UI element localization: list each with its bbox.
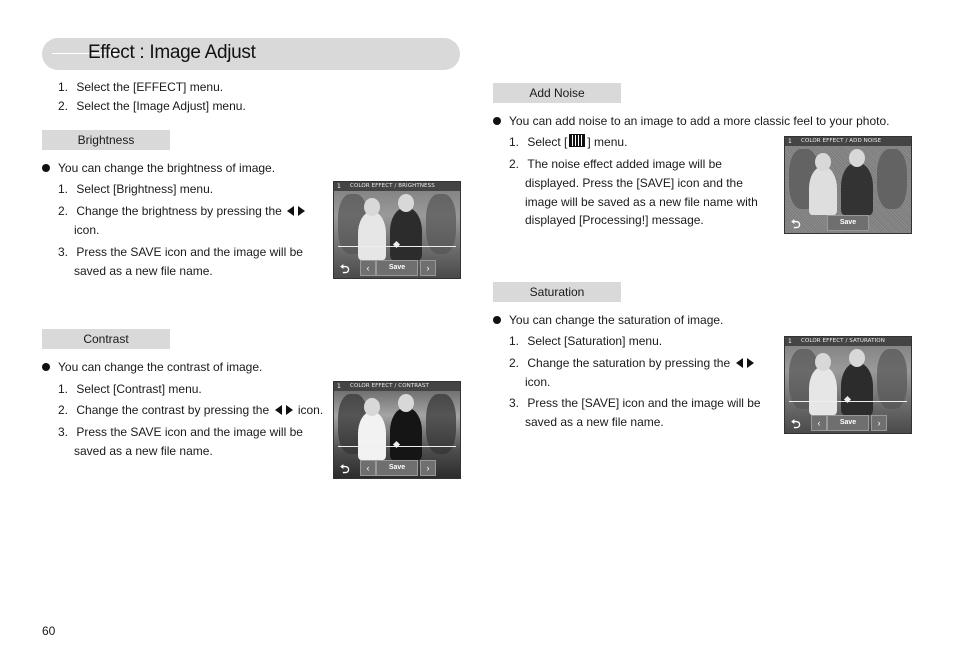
- left-nav-button[interactable]: ‹: [360, 460, 376, 476]
- add-noise-step-2-line2: displayed. Press the [SAVE] icon and the: [525, 176, 743, 190]
- page-title: Effect : Image Adjust: [88, 42, 256, 63]
- contrast-step-2: [58, 401, 323, 420]
- step-text: Press the SAVE icon and the image will be: [76, 245, 303, 259]
- photo-groom-head: [398, 194, 414, 212]
- screen-bottom-bar: [334, 458, 460, 478]
- photo-bride: [358, 212, 386, 260]
- left-triangle-icon: [736, 358, 743, 368]
- step-text: The noise effect added image will be: [527, 157, 722, 171]
- photo-groom-head: [849, 149, 865, 167]
- screen-header: [334, 182, 460, 191]
- step-text: Select [Saturation] menu.: [527, 334, 663, 348]
- contrast-step-3-line2: saved as a new file name.: [74, 444, 213, 458]
- back-arrow-icon[interactable]: ⮌: [791, 417, 801, 431]
- photo-bride-head: [364, 398, 380, 416]
- add-noise-description: You can add noise to an image to add a more classic feel to your photo.: [509, 114, 890, 128]
- add-noise-step-2-line3: image will be saved as a new file name with: [525, 195, 758, 209]
- step-text: Select [Brightness] menu.: [76, 182, 214, 196]
- screen-header: [785, 137, 911, 146]
- photo-bride: [358, 412, 386, 460]
- saturation-step-3-line2: saved as a new file name.: [525, 415, 664, 429]
- step-text: Select [Contrast] menu.: [76, 382, 202, 396]
- step-text: icon.: [297, 403, 324, 417]
- screen-bottom-bar: [785, 413, 911, 433]
- screen-bottom-bar: [334, 258, 460, 278]
- right-triangle-icon: [747, 358, 754, 368]
- step-text: Press the SAVE icon and the image will be: [76, 425, 303, 439]
- save-button[interactable]: Save: [376, 260, 418, 276]
- photo-bride-head: [815, 353, 831, 371]
- brightness-step-1: [58, 180, 213, 199]
- screen-header: [334, 382, 460, 391]
- screen-header-icon: 1: [788, 138, 792, 145]
- step-text: Change the brightness by pressing the: [76, 204, 282, 218]
- bullet-icon: [493, 316, 501, 324]
- photo-groom: [841, 363, 873, 415]
- step-number: 1.: [509, 334, 520, 348]
- screen-header-text: COLOR EFFECT / ADD NOISE: [801, 138, 882, 144]
- step-number: 1.: [58, 80, 69, 94]
- step-number: 1.: [58, 382, 69, 396]
- photo-groom-head: [398, 394, 414, 412]
- photo-tree: [426, 394, 456, 454]
- saturation-description: You can change the saturation of image.: [509, 313, 724, 327]
- screen-header-text: COLOR EFFECT / CONTRAST: [350, 383, 429, 389]
- section-heading-add-noise: Add Noise: [493, 83, 621, 103]
- save-button[interactable]: Save: [827, 415, 869, 431]
- saturation-step-1: [509, 332, 662, 351]
- left-nav-button[interactable]: ‹: [811, 415, 827, 431]
- screen-header-text: COLOR EFFECT / BRIGHTNESS: [350, 183, 435, 189]
- saturation-step-2: [509, 354, 756, 373]
- camera-screen-brightness: [333, 181, 461, 279]
- screen-header: [785, 337, 911, 346]
- photo-groom-head: [849, 349, 865, 367]
- step-number: 1.: [58, 182, 69, 196]
- photo-bride: [809, 367, 837, 415]
- step-number: 2.: [58, 99, 69, 113]
- left-nav-button[interactable]: ‹: [360, 260, 376, 276]
- screen-header-icon: 1: [337, 383, 341, 390]
- add-noise-step-1: [509, 133, 627, 152]
- step-number: 1.: [509, 135, 520, 149]
- add-noise-step-2-line4: displayed [Processing!] message.: [525, 213, 704, 227]
- left-triangle-icon: [275, 405, 282, 415]
- section-heading-contrast: Contrast: [42, 329, 170, 349]
- brightness-description: You can change the brightness of image.: [58, 161, 276, 175]
- photo-tree: [426, 194, 456, 254]
- step-text: Press the [SAVE] icon and the image will be: [527, 396, 761, 410]
- photo-bride: [809, 167, 837, 215]
- bullet-icon: [493, 117, 501, 125]
- camera-screen-saturation: [784, 336, 912, 434]
- saturation-step-3: [509, 394, 761, 413]
- right-nav-button[interactable]: ›: [420, 460, 436, 476]
- step-text: ] menu.: [587, 135, 628, 149]
- right-nav-button[interactable]: ›: [420, 260, 436, 276]
- contrast-step-3: [58, 423, 303, 442]
- section-heading-brightness: Brightness: [42, 130, 170, 150]
- photo-groom: [390, 208, 422, 260]
- intro-step-1: [58, 78, 223, 97]
- photo-tree: [877, 349, 907, 409]
- noise-grid-icon: [569, 134, 585, 147]
- step-number: 3.: [58, 425, 69, 439]
- save-button[interactable]: Save: [376, 460, 418, 476]
- right-triangle-icon: [298, 206, 305, 216]
- step-text: Select [: [527, 135, 568, 149]
- photo-bride-head: [815, 153, 831, 171]
- bullet-icon: [42, 363, 50, 371]
- brightness-step-2-line2: icon.: [74, 223, 100, 237]
- bullet-icon: [42, 164, 50, 172]
- contrast-description: You can change the contrast of image.: [58, 360, 263, 374]
- right-triangle-icon: [286, 405, 293, 415]
- step-number: 2.: [509, 356, 520, 370]
- photo-bride-head: [364, 198, 380, 216]
- step-number: 2.: [58, 204, 69, 218]
- left-triangle-icon: [287, 206, 294, 216]
- photo-tree: [877, 149, 907, 209]
- screen-header-text: COLOR EFFECT / SATURATION: [801, 338, 885, 344]
- step-number: 3.: [509, 396, 520, 410]
- back-arrow-icon[interactable]: ⮌: [340, 262, 350, 276]
- back-arrow-icon[interactable]: ⮌: [340, 462, 350, 476]
- brightness-step-2: [58, 202, 307, 221]
- title-bar: [42, 38, 460, 70]
- camera-screen-contrast: [333, 381, 461, 479]
- brightness-step-3: [58, 243, 303, 262]
- step-text: Change the saturation by pressing the: [527, 356, 731, 370]
- step-number: 2.: [509, 157, 520, 171]
- intro-step-2: [58, 97, 246, 116]
- photo-groom: [390, 408, 422, 460]
- step-text: Change the contrast by pressing the: [76, 403, 270, 417]
- section-heading-saturation: Saturation: [493, 282, 621, 302]
- contrast-step-1: [58, 380, 202, 399]
- page-number: 60: [42, 624, 56, 638]
- step-text: Select the [Image Adjust] menu.: [76, 99, 246, 113]
- photo-groom: [841, 163, 873, 215]
- brightness-step-3-line2: saved as a new file name.: [74, 264, 213, 278]
- add-noise-step-2: [509, 155, 722, 174]
- screen-header-icon: 1: [788, 338, 792, 345]
- screen-bottom-bar: [785, 213, 911, 233]
- saturation-step-2-line2: icon.: [525, 375, 551, 389]
- step-number: 2.: [58, 403, 69, 417]
- step-number: 3.: [58, 245, 69, 259]
- save-button[interactable]: Save: [827, 215, 869, 231]
- step-text: Select the [EFFECT] menu.: [76, 80, 224, 94]
- screen-header-icon: 1: [337, 183, 341, 190]
- right-nav-button[interactable]: ›: [871, 415, 887, 431]
- back-arrow-icon[interactable]: ⮌: [791, 217, 801, 231]
- camera-screen-add-noise: [784, 136, 912, 234]
